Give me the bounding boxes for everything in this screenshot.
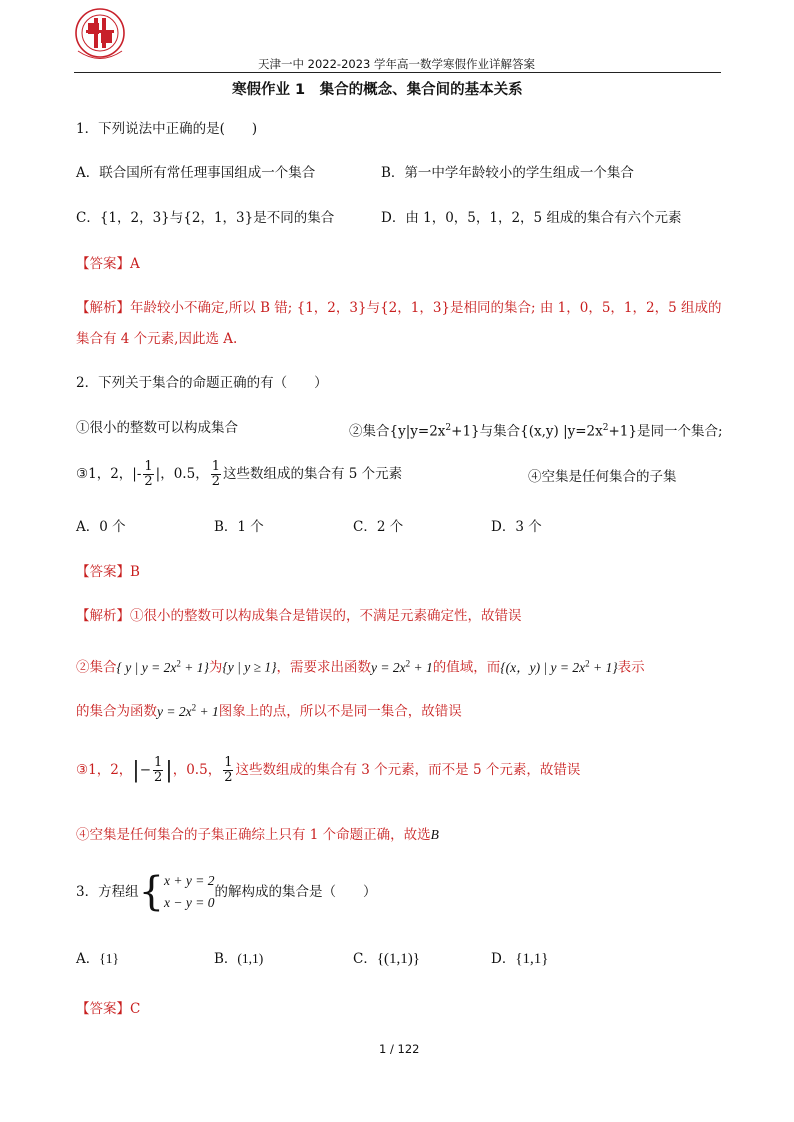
q2-s2-sup: 2 <box>445 423 452 433</box>
q3-equation-system: { x + y = 2 x − y = 0 <box>138 869 215 915</box>
q3-option-a: A．{1} <box>76 951 119 967</box>
a2-pre: ②集合 <box>76 659 117 676</box>
a2-end: 表示 <box>617 659 645 676</box>
q1-answer: 【答案】A <box>76 256 140 272</box>
a2-set2: {y | y ≥ 1} <box>222 659 277 675</box>
q2-s3-fraction2 <box>211 460 221 489</box>
a3-part3: 这些数组成的集合有 3 个元素，而不是 5 个元素，故错误 <box>235 762 581 778</box>
a4-text: ④空集是任何集合的子集正确综上只有 1 个命题正确，故选 <box>76 827 431 843</box>
q3-stem <box>76 870 377 914</box>
a2-mid3: 的值域，而 <box>432 659 501 676</box>
q2-analysis-3 <box>76 756 580 785</box>
q1-analysis-label: 【解析】 <box>76 300 130 316</box>
frac-num: 1 <box>211 459 220 474</box>
q2-s2-part1: ②集合{y|y=2x <box>349 423 446 440</box>
q2-option-a: A．0 个 <box>76 519 126 535</box>
q2-statement-4: ④空集是任何集合的子集 <box>528 469 677 485</box>
q2-analysis-2b <box>76 698 462 721</box>
q2-answer: 【答案】B <box>76 564 140 580</box>
q2-analysis-4 <box>76 826 439 844</box>
q3-answer: 【答案】C <box>76 1001 141 1017</box>
q3-stem-pre: 3．方程组 <box>76 884 139 900</box>
q3-option-c: C．{(1,1)} <box>353 951 420 967</box>
a2b-end: 图象上的点，所以不是同一集合，故错误 <box>218 703 462 720</box>
q3-opt-d-value: {1,1} <box>515 951 549 967</box>
section-title: 寒假作业 1 集合的概念、集合间的基本关系 <box>232 82 523 98</box>
a3-part2: ，0.5， <box>172 762 222 778</box>
q3-stem-post: 的解构成的集合是（ ） <box>214 884 377 900</box>
q2-s3-part3: 这些数组成的集合有 5 个元素 <box>222 466 403 482</box>
q2-analysis-2 <box>76 654 645 677</box>
q2-option-c: C．2 个 <box>353 519 404 535</box>
q2-s2-part3: +1}是同一个集合; <box>608 423 723 440</box>
q2-option-d: D．3 个 <box>491 519 542 535</box>
a2-mid1: 为 <box>208 659 223 676</box>
q2-analysis-1 <box>76 607 522 625</box>
a2b-fn: $y = 2x^2 + 1$ <box>157 702 219 719</box>
q2-statement-3 <box>76 460 402 489</box>
q1-option-c: C．{1，2，3}与{2，1，3}是不同的集合 <box>76 210 335 226</box>
school-logo-icon <box>74 6 126 64</box>
q1-analysis-text: 年龄较小不确定,所以 B 错; {1，2，3}与{2，1，3}是相同的集合; 由 1，0，5，1，2，5 组成的 <box>130 300 722 316</box>
q2-stem: 2．下列关于集合的命题正确的有（ ） <box>76 375 328 391</box>
q3-eq1: x + y = 2 <box>164 873 215 888</box>
q2-s2-sup2: 2 <box>602 423 609 433</box>
header-rule <box>74 72 721 73</box>
q1-analysis-line2: 集合有 4 个元素,因此选 A. <box>76 331 238 347</box>
a4-var: B <box>430 827 439 842</box>
q2-analysis-1-text: ①很小的整数可以构成集合是错误的，不满足元素确定性，故错误 <box>130 608 522 624</box>
page-number: 1 / 122 <box>379 1042 420 1056</box>
q3-option-d: D．{1,1} <box>491 951 549 967</box>
q2-s3-part1: ③1，2，|- <box>76 466 142 482</box>
q1-option-d: D．由 1，0，5，1，2，5 组成的集合有六个元素 <box>381 210 682 226</box>
a2-mid2: ，需要求出函数 <box>276 659 371 676</box>
q2-option-b: B．1 个 <box>214 519 264 535</box>
a2-set1: { y | $y = 2x^2 + 1$} <box>116 658 209 675</box>
q2-s3-fraction <box>143 460 153 489</box>
header-title: 天津一中 2022-2023 学年高一数学寒假作业详解答案 <box>258 57 535 71</box>
frac-den: 2 <box>144 474 153 489</box>
a2-set3: {(x，y) | $y = 2x^2 + 1$} <box>500 658 618 675</box>
a3-abs: |− $\frac{1}{2}$ | <box>132 755 173 785</box>
frac-num: 1 <box>144 459 153 474</box>
q2-s2-part2: +1}与集合{(x,y) |y=2x <box>451 423 603 440</box>
q2-analysis-label: 【解析】 <box>76 608 130 624</box>
q3-opt-a-value: {1} <box>99 951 119 966</box>
q1-option-a: A．联合国所有常任理事国组成一个集合 <box>76 165 316 181</box>
q2-s3-part2: |，0.5， <box>155 466 209 482</box>
q3-eq2: x − y = 0 <box>164 895 215 910</box>
a2b-pre: 的集合为函数 <box>76 703 157 720</box>
q1-analysis-line1 <box>76 299 721 317</box>
q3-opt-b-value: (1,1) <box>237 951 264 966</box>
q2-statement-2 <box>349 419 723 441</box>
q1-stem: 1．下列说法中正确的是( ) <box>76 121 258 137</box>
q3-option-b: B．(1,1) <box>214 951 264 967</box>
a2-fn: $y = 2x^2 + 1$ <box>371 658 433 675</box>
a3-fraction: $\frac{1}{2}$ <box>224 755 233 785</box>
q1-option-b: B．第一中学年龄较小的学生组成一个集合 <box>381 165 634 181</box>
q2-statement-1: ①很小的整数可以构成集合 <box>76 420 238 436</box>
a3-part1: ③1，2， <box>76 762 133 778</box>
frac-den: 2 <box>211 474 220 489</box>
q3-opt-c-value: {(1,1)} <box>376 951 420 967</box>
